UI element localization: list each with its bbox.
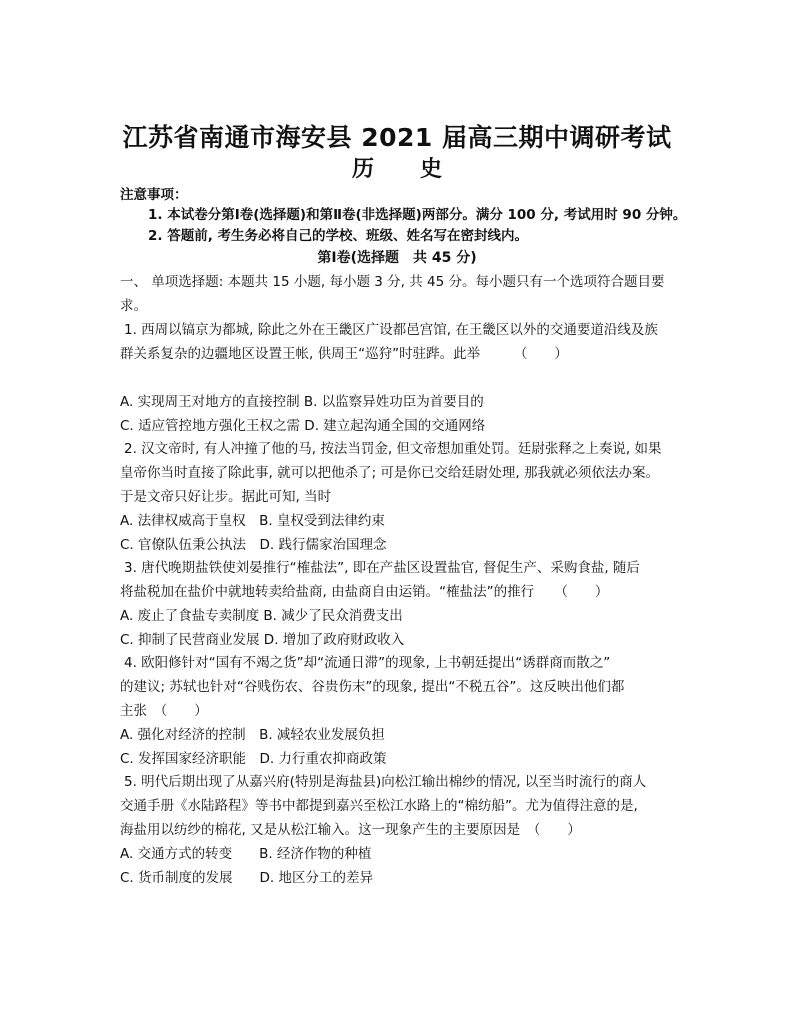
question-5-options: A. 交通方式的转变 B. 经济作物的种植 (120, 846, 372, 862)
question-2-options: A. 法律权威高于皇权 B. 皇权受到法律约束 (120, 513, 385, 529)
notice-heading: 注意事项： (120, 187, 188, 203)
question-4-text: 的建议; 苏轼也针对“谷贱伤农、谷贵伤末”的现象, 提出“不税五谷”。这反映出他们都 (120, 679, 625, 695)
question-4-text: 4. 欧阳修针对“国有不竭之货”却“流通日滞”的现象, 上书朝廷提出“诱群商而散之” (124, 655, 611, 671)
question-2-options: C. 官僚队伍秉公执法 D. 践行儒家治国理念 (120, 537, 387, 553)
question-3-text: 将盐税加在盐价中就地转卖给盐商, 由盐商自由运销。“榷盐法”的推行 （ ） (120, 584, 609, 600)
question-1-options: C. 适应管控地方强化王权之需 D. 建立起沟通全国的交通网络 (120, 418, 486, 434)
question-2-text: 皇帝你当时直接了除此事, 就可以把他杀了; 可是你已交给廷尉处理, 那我就必须依法办案。 (120, 465, 660, 481)
question-1-text: 群关系复杂的边疆地区设置王帐, 供周王“巡狩”时驻跸。此举 （ ） (120, 346, 568, 362)
question-2-text: 于是文帝只好让步。据此可知, 当时 (120, 489, 332, 505)
notice-item-1: 1. 本试卷分第Ⅰ卷(选择题)和第Ⅱ卷(非选择题)两部分。满分 100 分, 考试用时 90 分钟。 (148, 207, 687, 223)
section-instruction: 一、 单项选择题: 本题共 15 小题, 每小题 3 分, 共 45 分。每小题只有一个选项符合题目要 (120, 274, 665, 290)
question-4-text: 主张 （ ） (120, 703, 208, 719)
question-5-text: 海盐用以纺纱的棉花, 又是从松江输入。这一现象产生的主要原因是 （ ） (120, 822, 581, 838)
exam-title: 江苏省南通市海安县 2021 届高三期中调研考试 (122, 123, 672, 152)
question-3-options: A. 废止了食盐专卖制度 B. 减少了民众消费支出 (120, 608, 403, 624)
question-4-options: A. 强化对经济的控制 B. 减轻农业发展负担 (120, 727, 385, 743)
question-5-text: 交通手册《水陆路程》等书中都提到嘉兴至松江水路上的“棉纺船”。尤为值得注意的是, (120, 798, 638, 814)
question-3-options: C. 抑制了民营商业发展 D. 增加了政府财政收入 (120, 632, 405, 648)
question-3-text: 3. 唐代晚期盐铁使刘晏推行“榷盐法”, 即在产盐区设置盐官, 督促生产、采购食盐, 随后 (124, 560, 640, 576)
question-5-text: 5. 明代后期出现了从嘉兴府(特别是海盐县)向松江输出棉纱的情况, 以至当时流行的商人 (124, 774, 647, 790)
question-5-options: C. 货币制度的发展 D. 地区分工的差异 (120, 870, 373, 886)
notice-item-2: 2. 答题前, 考生务必将自己的学校、班级、姓名写在密封线内。 (148, 228, 529, 244)
question-2-text: 2. 汉文帝时, 有人冲撞了他的马, 按法当罚金, 但文帝想加重处罚。廷尉张释之上奏说, 如果 (124, 441, 662, 457)
subject-heading (0, 152, 794, 183)
subject-char-2: 史 (420, 157, 443, 182)
question-1-options: A. 实现周王对地方的直接控制 B. 以监察异姓功臣为首要目的 (120, 394, 484, 410)
section-title: 第Ⅰ卷(选择题 共 45 分) (317, 250, 477, 266)
question-1-text: 1. 西周以镐京为都城, 除此之外在王畿区广设都邑宫馆, 在王畿区以外的交通要道沿线及族 (124, 322, 658, 338)
section-instruction-cont: 求。 (120, 298, 147, 314)
subject-char-1: 历 (351, 157, 374, 182)
question-4-options: C. 发挥国家经济职能 D. 力行重农抑商政策 (120, 751, 387, 767)
